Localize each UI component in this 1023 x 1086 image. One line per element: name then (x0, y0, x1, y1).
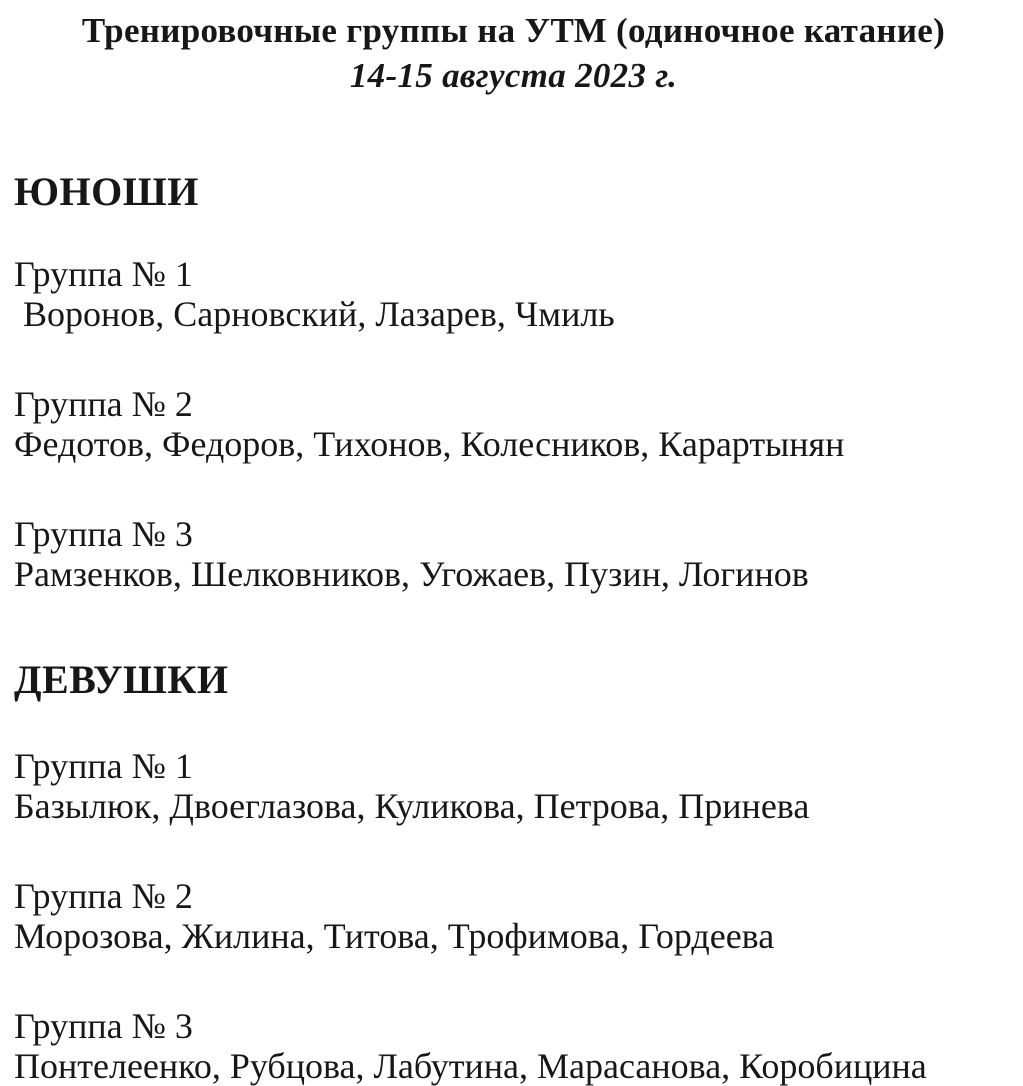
group-boys-2 (14, 384, 1013, 464)
group-members: Понтелеенко, Рубцова, Лабутина, Марасанова, Коробицина (14, 1046, 927, 1086)
section-boys (14, 170, 1013, 594)
group-label: Группа № 2 (14, 384, 193, 424)
section-girls (14, 658, 1013, 1086)
document-date: 14-15 августа 2023 г. (349, 56, 678, 95)
section-heading-girls: ДЕВУШКИ (14, 657, 229, 702)
group-label: Группа № 1 (14, 254, 193, 294)
group-boys-1 (14, 254, 1013, 334)
group-members: Федотов, Федоров, Тихонов, Колесников, Карартынян (14, 424, 845, 464)
group-members: Морозова, Жилина, Титова, Трофимова, Гордеева (14, 916, 775, 956)
document-title: Тренировочные группы на УТМ (одиночное катание) (81, 11, 946, 50)
group-members: Базылюк, Двоеглазова, Куликова, Петрова, Принева (14, 786, 810, 826)
group-girls-1 (14, 746, 1013, 826)
group-label: Группа № 2 (14, 876, 193, 916)
group-label: Группа № 3 (14, 514, 193, 554)
group-girls-3 (14, 1006, 1013, 1086)
group-girls-2 (14, 876, 1013, 956)
group-boys-3 (14, 514, 1013, 594)
group-label: Группа № 1 (14, 746, 193, 786)
group-members: Воронов, Сарновский, Лазарев, Чмиль (14, 294, 615, 334)
group-members: Рамзенков, Шелковников, Угожаев, Пузин, Логинов (14, 554, 809, 594)
group-label: Группа № 3 (14, 1006, 193, 1046)
section-heading-boys: ЮНОШИ (14, 169, 199, 214)
